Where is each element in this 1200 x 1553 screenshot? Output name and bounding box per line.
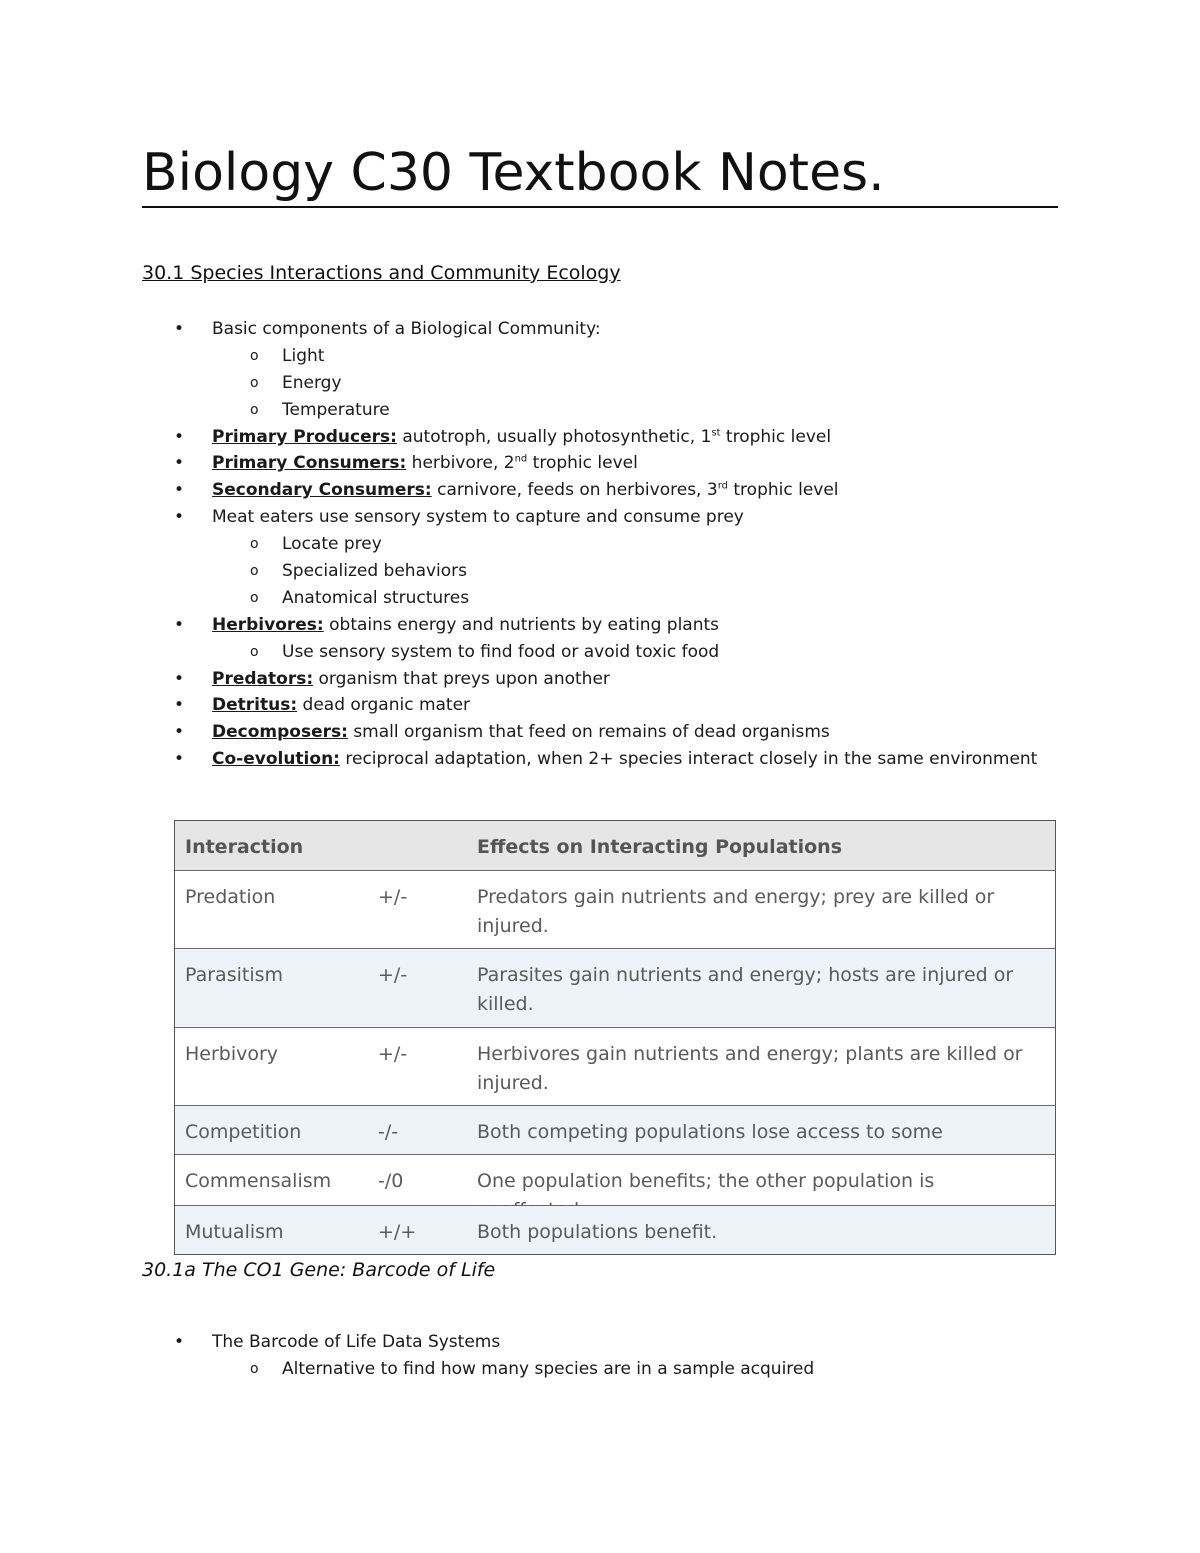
sub-bullet-item (142, 639, 1102, 666)
ordinal-suffix: rd (717, 480, 728, 492)
definition-text: The Barcode of Life Data Systems (212, 1332, 501, 1352)
bullet-item (142, 1329, 1102, 1356)
bullet-text (212, 692, 470, 719)
bullet-text (212, 316, 601, 343)
definition-text: organism that preys upon another (313, 668, 610, 689)
definition-text: obtains energy and nutrients by eating plants (323, 614, 720, 635)
circle-bullet-icon: o (250, 536, 259, 553)
cell-interaction: Parasitism (185, 964, 284, 986)
definition-text: autotroph, usually photosynthetic, 1 (396, 426, 712, 447)
definition-text: Locate prey (282, 534, 382, 555)
definition-text: Use sensory system to find food or avoid toxic food (282, 641, 720, 662)
sub-bullet-item (142, 585, 1102, 612)
dot-bullet-icon: • (174, 480, 185, 501)
cell-symbol: +/+ (378, 1221, 417, 1243)
header-interaction: Interaction (185, 836, 304, 858)
cell-effect: Both competing populations lose access to some (477, 1121, 943, 1143)
bullet-text (282, 343, 324, 370)
table-row (175, 871, 1055, 949)
bullet-text (212, 719, 830, 746)
bullet-text (212, 612, 719, 639)
circle-bullet-icon: o (250, 347, 259, 364)
term-label: Herbivores: (212, 614, 324, 635)
bullet-text (212, 1329, 500, 1356)
dot-bullet-icon: • (174, 319, 185, 339)
dot-bullet-icon: • (174, 614, 185, 635)
definition-text: Anatomical structures (282, 587, 470, 608)
definition-text: Light (282, 345, 325, 366)
definition-tail: trophic level (527, 453, 638, 474)
table-row (175, 1155, 1055, 1206)
circle-bullet-icon: o (250, 563, 259, 580)
dot-bullet-icon: • (174, 668, 185, 689)
cell-effect: Herbivores gain nutrients and energy; plants are killed or injured. (477, 1043, 1023, 1094)
term-label: Primary Producers: (212, 426, 397, 447)
circle-bullet-icon: o (250, 374, 259, 391)
sub-bullet-item (142, 558, 1102, 585)
bullet-list-section-2 (142, 1329, 1102, 1383)
bullet-item (142, 612, 1102, 639)
table-row (175, 949, 1055, 1028)
circle-bullet-icon: o (250, 643, 259, 660)
bullet-item (142, 746, 1102, 773)
table-row (175, 1206, 1055, 1254)
bullet-text (212, 666, 610, 693)
definition-tail: trophic level (727, 480, 839, 501)
definition-text: Temperature (282, 399, 390, 420)
dot-bullet-icon: • (174, 722, 185, 743)
cell-interaction: Herbivory (185, 1043, 279, 1065)
bullet-text (212, 504, 744, 531)
bullet-list-section-1 (142, 316, 1102, 773)
cell-interaction: Competition (185, 1121, 302, 1143)
cell-effect: One population benefits; the other population is (477, 1170, 935, 1192)
bullet-item (142, 477, 1102, 504)
cell-interaction: Commensalism (185, 1170, 332, 1192)
cell-interaction: Predation (185, 886, 276, 908)
term-label: Predators: (212, 668, 314, 689)
sub-bullet-item (142, 343, 1102, 370)
sub-bullet-item (142, 1356, 1102, 1383)
bullet-text (212, 477, 839, 504)
dot-bullet-icon: • (174, 426, 185, 447)
term-label: Decomposers: (212, 722, 348, 743)
sub-bullet-item (142, 397, 1102, 424)
bullet-text (282, 585, 469, 612)
bullet-text (282, 1356, 814, 1383)
definition-text: dead organic mater (297, 695, 471, 716)
bullet-item (142, 692, 1102, 719)
bullet-text (212, 424, 831, 451)
dot-bullet-icon: • (174, 695, 185, 716)
cell-effect: Both populations benefit. (477, 1221, 718, 1243)
dot-bullet-icon: • (174, 749, 185, 770)
bullet-item (142, 504, 1102, 531)
cell-effect: Parasites gain nutrients and energy; hosts are injured or killed. (477, 964, 1014, 1015)
definition-tail: trophic level (720, 426, 832, 447)
ordinal-suffix: nd (514, 453, 528, 465)
bullet-text (282, 531, 382, 558)
table-header-row (175, 821, 1055, 871)
cell-symbol: +/- (378, 886, 408, 908)
term-label: Co-evolution: (212, 749, 340, 770)
definition-text: carnivore, feeds on herbivores, 3 (431, 480, 718, 501)
sub-bullet-item (142, 531, 1102, 558)
document-title: Biology C30 Textbook Notes. (142, 140, 1058, 208)
cell-symbol: -/0 (378, 1170, 404, 1192)
header-effects: Effects on Interacting Populations (477, 836, 842, 858)
circle-bullet-icon: o (250, 1360, 259, 1377)
bullet-text (282, 370, 342, 397)
definition-text: Alternative to find how many species are in a sample acquired (282, 1358, 815, 1379)
definition-text: Basic components of a Biological Community: (212, 319, 601, 339)
bullet-item (142, 450, 1102, 477)
cell-symbol: +/- (378, 964, 408, 986)
bullet-text (212, 746, 1037, 773)
dot-bullet-icon: • (174, 453, 185, 474)
cell-interaction: Mutualism (185, 1221, 284, 1243)
bullet-item (142, 316, 1102, 343)
definition-text: reciprocal adaptation, when 2+ species interact closely in the same environment (339, 749, 1038, 770)
cell-effect: Predators gain nutrients and energy; prey are killed or injured. (477, 886, 995, 937)
definition-text: Specialized behaviors (282, 561, 468, 582)
circle-bullet-icon: o (250, 401, 259, 418)
definition-text: Meat eaters use sensory system to capture and consume prey (212, 507, 744, 528)
circle-bullet-icon: o (250, 589, 259, 606)
definition-text: Energy (282, 372, 342, 393)
bullet-text (212, 450, 638, 477)
bullet-item (142, 424, 1102, 451)
section-heading-30-1: 30.1 Species Interactions and Community Ecology (142, 262, 621, 284)
table-row (175, 1106, 1055, 1155)
bullet-text (282, 558, 467, 585)
dot-bullet-icon: • (174, 1332, 185, 1352)
bullet-text (282, 397, 390, 424)
bullet-item (142, 666, 1102, 693)
table-row (175, 1028, 1055, 1106)
bullet-item (142, 719, 1102, 746)
cell-symbol: +/- (378, 1043, 408, 1065)
term-label: Detritus: (212, 695, 298, 716)
term-label: Secondary Consumers: (212, 480, 432, 501)
interaction-table (174, 820, 1056, 1255)
term-label: Primary Consumers: (212, 453, 407, 474)
ordinal-suffix: st (711, 426, 721, 438)
bullet-text (282, 639, 719, 666)
definition-text: herbivore, 2 (406, 453, 515, 474)
section-heading-30-1a: 30.1a The CO1 Gene: Barcode of Life (142, 1259, 496, 1281)
dot-bullet-icon: • (174, 507, 185, 528)
sub-bullet-item (142, 370, 1102, 397)
definition-text: small organism that feed on remains of dead organisms (347, 722, 830, 743)
cell-symbol: -/- (378, 1121, 399, 1143)
